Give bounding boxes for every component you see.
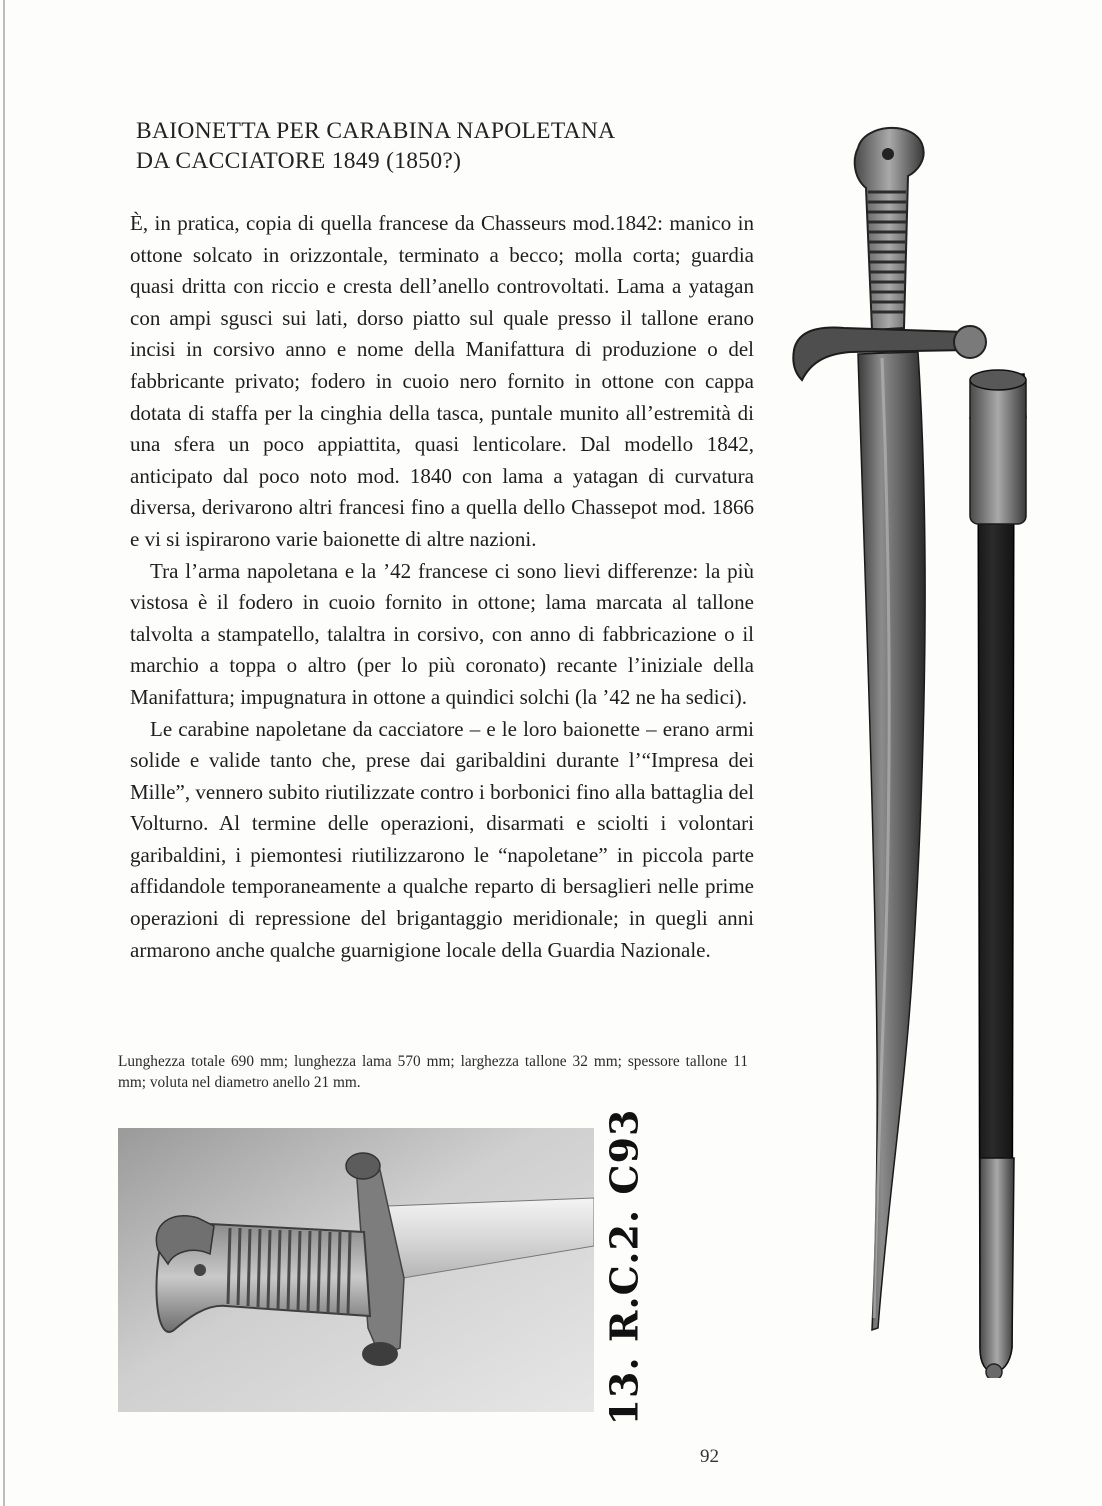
page-gutter-line xyxy=(3,0,5,1506)
pommel-rivet xyxy=(194,1264,206,1276)
hilt-rivet xyxy=(882,148,894,160)
paragraph-2: Tra l’arma napoletana e la ’42 francese ci sono lievi differenze: la più vistosa è il fodero in cuoio fornito in ottone; lama marcata al tallone talvolta a stampatello, talaltra in corsivo, con anno di fabbricazione o il marchio a toppa o altro (per lo più coronato) recante l’iniziale della Manifattura; impugnatura in ottone a quindici solchi (la ’42 ne ha sedici). xyxy=(130,558,754,709)
scabbard-chape xyxy=(980,1158,1014,1372)
catalog-stamp-text: 13. R.C.2. C93 xyxy=(601,1108,647,1426)
muzzle-ring xyxy=(954,326,986,358)
dimensions-caption: Lunghezza totale 690 mm; lunghezza lama 570 mm; larghezza tallone 32 mm; spessore tallone 11 mm; voluta nel diametro anello 21 mm. xyxy=(118,1053,748,1091)
quillon-tip xyxy=(362,1342,398,1366)
guard-ring xyxy=(346,1153,380,1179)
page-number: 92 xyxy=(700,1446,719,1467)
catalog-stamp xyxy=(594,1108,654,1426)
paragraph-3: Le carabine napoletane da cacciatore – e le loro baionette – erano armi solide e valide tanto che, prese dai garibaldini durante l’“Impresa dei Mille”, vennero subito riutilizzate contro i borbonici fino alla battaglia del Volturno. Al termine delle operazioni, disarmati e sciolti i volontari garibaldini, i piemontesi riutilizzarono le “napoletane” in piccola parte affidandole temporaneamente a qualche reparto di bersaglieri nelle prime operazioni di repressione del brigantaggio meridionale; in quegli anni armarono anche qualche guarnigione locale della Guardia Nazionale. xyxy=(130,716,754,962)
bayonet-blade xyxy=(858,352,925,1330)
title-line-1: BAIONETTA PER CARABINA NAPOLETANA xyxy=(136,118,616,144)
article-body xyxy=(130,208,754,966)
paragraph-1: È, in pratica, copia di quella francese da Chasseurs mod.1842: manico in ottone solcato in orizzontale, terminato a becco; molla corta; guardia quasi dritta con riccio e cresta dell’anello controvoltati. Lama a yatagan con ampi sgusci sui lati, dorso piatto sul quale presso il tallone erano incisi in corsivo anno e nome della Manifattura di produzione o del fabbricante privato; fodero in cuoio nero fornito in ottone con cappa dotata di staffa per la cinghia della tasca, puntale munito all’estremità di una sfera un poco appiattita, quasi lenticolare. Dal modello 1842, anticipato dal poco noto mod. 1840 con lama a yatagan di curvatura diversa, derivarono altri francesi fino a quella dello Chassepot mod. 1866 e vi si ispirarono varie baionette di altre nazioni. xyxy=(130,211,754,551)
title-line-2: DA CACCIATORE 1849 (1850?) xyxy=(136,148,462,174)
bayonet-scabbard-photo xyxy=(780,118,1080,1378)
hilt-photo xyxy=(118,1128,594,1412)
chape-ball xyxy=(986,1364,1002,1378)
article-title xyxy=(136,116,756,176)
scabbard-throat xyxy=(970,374,1026,524)
scabbard-mouth xyxy=(970,370,1026,390)
